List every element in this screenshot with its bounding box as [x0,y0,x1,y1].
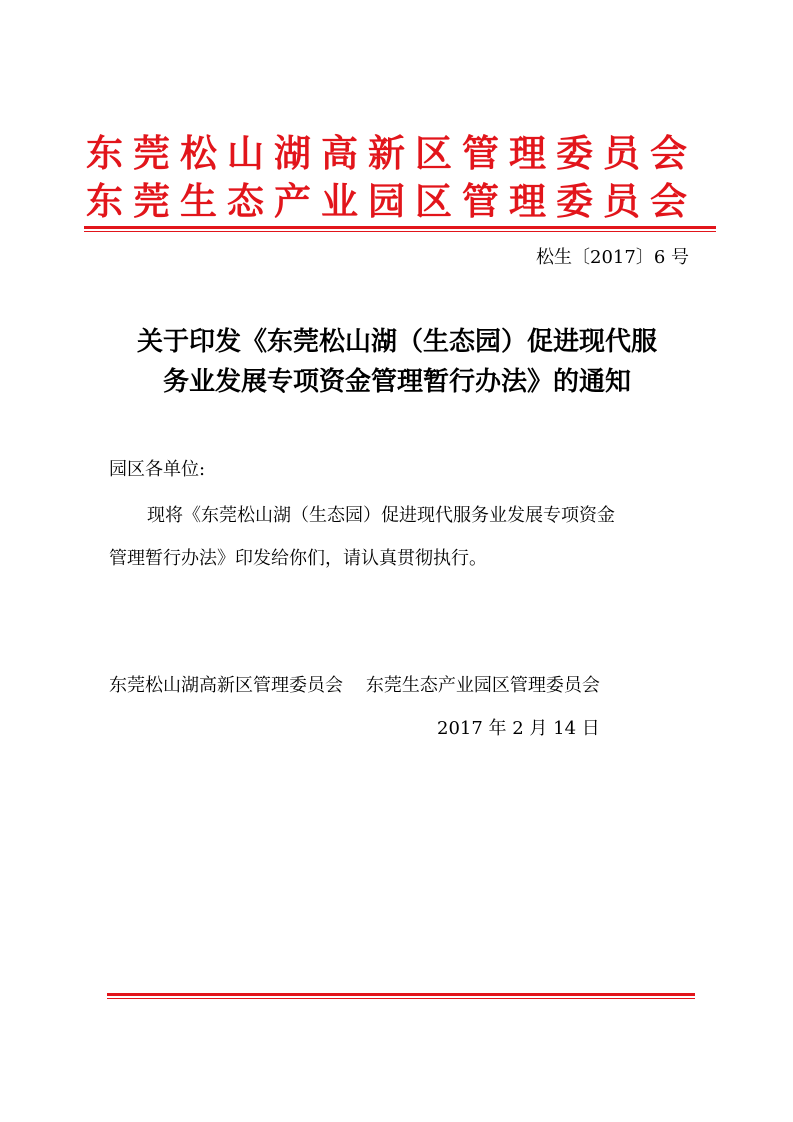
document-subject-line-2: 务业发展专项资金管理暂行办法》的通知 [162,367,631,397]
issue-date: 2017 年 2 月 14 日 [437,718,600,739]
body-paragraph-line-1: 现将《东莞松山湖（生态园）促进现代服务业发展专项资金 [147,505,615,526]
footer-red-rule-thin [107,998,695,999]
document-subject-line-1: 关于印发《东莞松山湖（生态园）促进现代服 [136,327,657,357]
salutation: 园区各单位: [109,459,206,480]
header-red-rule-thin [84,231,716,232]
signature-orgs: 东莞松山湖高新区管理委员会 东莞生态产业园区管理委员会 [109,675,600,696]
issuing-org-title-2: 东莞生态产业园区管理委员会 [86,179,697,223]
body-paragraph-line-2: 管理暂行办法》印发给你们，请认真贯彻执行。 [109,548,487,569]
footer-red-rule-thick [107,993,695,996]
issuing-org-title-1: 东莞松山湖高新区管理委员会 [86,131,697,175]
document-number: 松生〔2017〕6 号 [536,247,689,268]
header-red-rule-thick [84,226,716,229]
